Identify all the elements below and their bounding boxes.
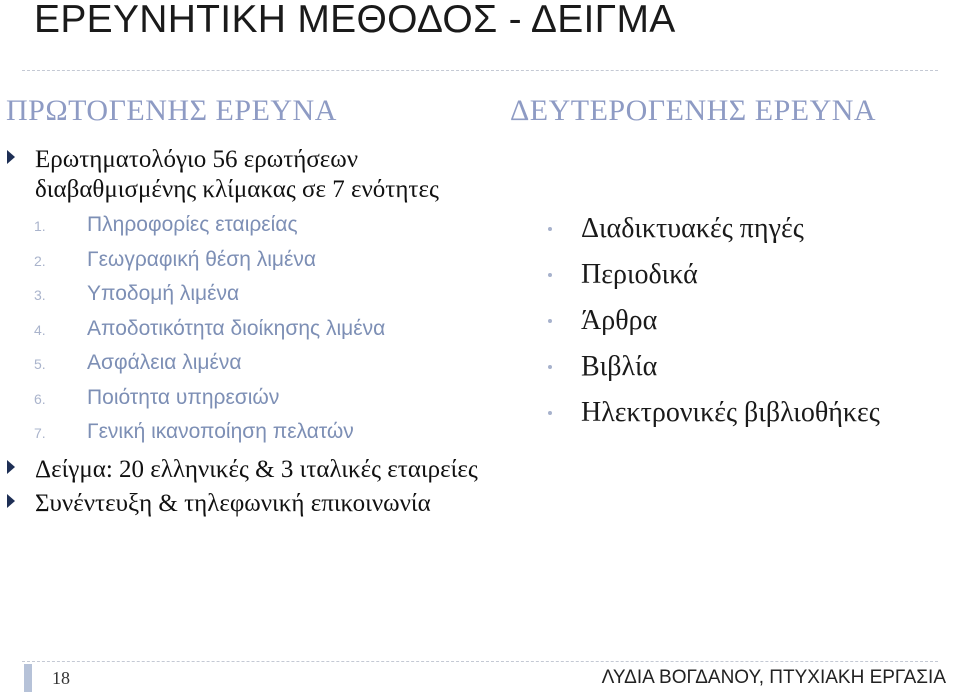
questionnaire-sections xyxy=(6,208,496,450)
list-item-text: Ηλεκτρονικές βιβλιοθήκες xyxy=(581,397,880,428)
section-item xyxy=(6,243,496,278)
dot-bullet-icon xyxy=(548,227,552,231)
section-text: Ποιότητα υπηρεσιών xyxy=(87,385,280,409)
list-item-text: Διαδικτυακές πηγές xyxy=(581,213,804,244)
page-number: 18 xyxy=(52,668,70,688)
list-item-text: Δείγμα: 20 ελληνικές & 3 ιταλικές εταιρείες xyxy=(35,455,478,483)
section-text: Υποδομή λιμένα xyxy=(87,282,240,305)
section-text: Γενική ικανοποίηση πελατών xyxy=(87,420,354,443)
section-number: 1. xyxy=(34,218,46,234)
section-item xyxy=(6,208,496,243)
list-item-interview xyxy=(6,489,496,519)
list-item-text: Ερωτηματολόγιο 56 ερωτήσεων διαβαθμισμένης κλίμακας σε 7 ενότητες xyxy=(35,146,439,203)
footer-accent-bar xyxy=(24,664,32,692)
list-item xyxy=(548,344,958,390)
triangle-bullet-icon xyxy=(7,150,15,164)
list-item xyxy=(548,252,958,298)
list-item-text: Περιοδικά xyxy=(581,259,698,290)
list-item-text: Συνέντευξη & τηλεφωνική επικοινωνία xyxy=(35,489,431,517)
list-item-sample xyxy=(6,455,496,485)
section-number: 3. xyxy=(34,287,46,303)
section-number: 7. xyxy=(34,425,46,441)
section-item xyxy=(6,312,496,347)
section-text: Ασφάλεια λιμένα xyxy=(87,351,242,374)
secondary-research-heading: ΔΕΥΤΕΡΟΓΕΝΗΣ ΕΡΕΥΝΑ xyxy=(510,94,877,127)
dot-bullet-icon xyxy=(548,365,552,369)
section-item xyxy=(6,277,496,312)
section-number: 5. xyxy=(34,356,46,372)
dot-bullet-icon xyxy=(548,411,552,415)
footer-divider xyxy=(22,661,938,662)
triangle-bullet-icon xyxy=(7,494,15,508)
dot-bullet-icon xyxy=(548,273,552,277)
section-item xyxy=(6,346,496,381)
dot-bullet-icon xyxy=(548,319,552,323)
primary-research-list xyxy=(6,145,496,519)
list-item-text: Βιβλία xyxy=(581,351,658,382)
section-number: 4. xyxy=(34,321,46,338)
section-item xyxy=(6,381,496,416)
list-item xyxy=(548,390,958,436)
list-item-questionnaire xyxy=(6,145,496,205)
section-number: 6. xyxy=(34,390,46,407)
section-item xyxy=(6,415,496,450)
section-number: 2. xyxy=(34,252,46,269)
section-text: Γεωγραφική θέση λιμένα xyxy=(87,247,316,271)
primary-research-heading: ΠΡΩΤΟΓΕΝΗΣ ΕΡΕΥΝΑ xyxy=(6,94,337,127)
title-divider xyxy=(22,70,938,71)
list-item xyxy=(548,206,958,252)
triangle-bullet-icon xyxy=(7,460,15,474)
footer-author: ΛΥΔΙΑ ΒΟΓΔΑΝΟΥ, ΠΤΥΧΙΑΚΗ ΕΡΓΑΣΙΑ xyxy=(601,667,946,688)
secondary-research-list xyxy=(548,206,958,436)
list-item-text: Άρθρα xyxy=(581,305,658,336)
slide-title: ΕΡΕΥΝΗΤΙΚΗ ΜΕΘΟΔΟΣ - ΔΕΙΓΜΑ xyxy=(34,0,676,41)
section-text: Αποδοτικότητα διοίκησης λιμένα xyxy=(87,316,386,340)
list-item xyxy=(548,298,958,344)
section-text: Πληροφορίες εταιρείας xyxy=(87,213,298,236)
